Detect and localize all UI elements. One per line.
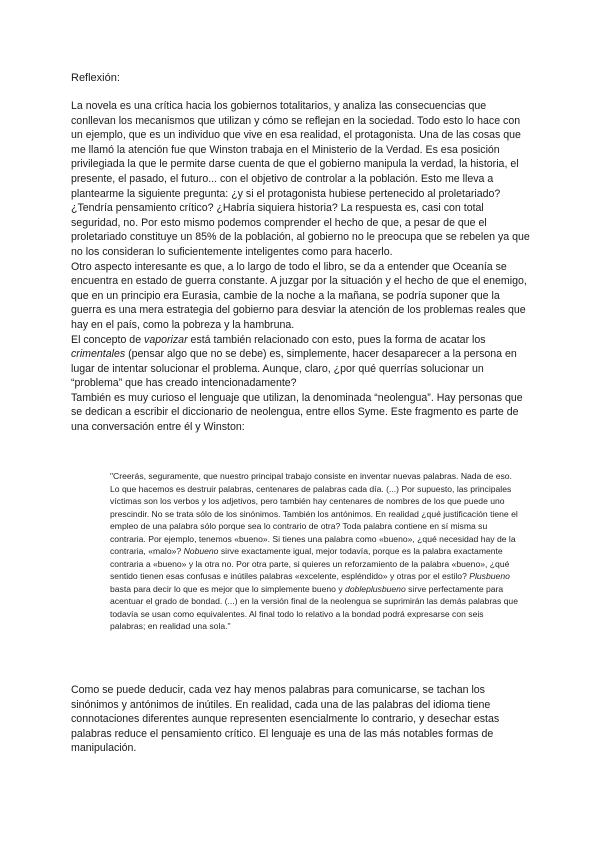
paragraph-vaporize-text-3: (pensar algo que no se debe) es, simplemente, hacer desaparecer a la persona en lugar de intentar solucionar el problema. Aunque, claro, ¿por qué querrías solucionar un “problema” que has creado intencionadamente? [71,348,517,390]
document-body [71,99,533,435]
paragraph-conclusion: Como se puede deducir, cada vez hay menos palabras para comunicarse, se tachan los sinónimos y antónimos de inútiles. En realidad, cada una de las palabras del idioma tiene connotaciones diferentes aunque representen esencialmente lo contrario, y desechar estas palabras reduce el pensamiento crítico. El lenguaje es una de las más notables formas de manipulación. [71,684,500,755]
term-vaporizar: vaporizar [144,333,188,346]
paragraph-newspeak: También es muy curioso el lenguaje que utilizan, la denominada “neolengua”. Hay personas que se dedican a escribir el diccionario de neolengua, entre ellos Syme. Este fragmento es parte de una conversación entre él y Winston: [71,391,523,434]
document-title: Reflexión: [71,72,120,84]
quote-text-3: basta para decir lo que es mejor que lo simplemente bueno y [110,583,346,594]
term-dobleplusbueno: dobleplusbueno [345,583,406,594]
paragraph-vaporize [71,333,533,391]
paragraph-vaporize-text-1: El concepto de [71,333,145,346]
term-nobueno: Nobueno [183,546,219,556]
quote-text-4: sirve perfectamente para acentuar el grado de bondad. (...) en la versión final de la neolengua se suprimirán las demás palabras que todavía se usan como equivalentes. Al final todo lo relativo a la bondad podrá expresarse con seis palabras; en realidad una sola." [110,583,518,631]
term-crimentales: crimentales [71,348,126,361]
paragraph-war: Otro aspecto interesante es que, a lo largo de todo el libro, se da a entender que Oceanía se encuentra en estado de guerra constante. A juzgar por la situación y el hecho de que el enemigo, que en un principio era Eurasia, cambie de la noche a la mañana, se podría suponer que la guerra es una mera estrategia del gobierno para desviar la atención de los problemas reales que hay en el país, como la pobreza y la hambruna. [71,260,527,331]
paragraph-totalitarian: La novela es una crítica hacia los gobiernos totalitarios, y analiza las consecuencias que conllevan los mecanismos que utilizan y cómo se reflejan en la sociedad. Todo esto lo hace con un ejemplo, que es un individuo que vive en esa realidad, el protagonista. Una de las cosas que me llamó la atención fue que Winston trabaja en el Ministerio de la Verdad. Es esa posición privilegiada la que le permite darse cuenta de que el gobierno manipula la verdad, la historia, el presente, el pasado, el futuro... con el objetivo de controlar a la población. Esto me lleva a plantearme la siguiente pregunta: ¿y si el protagonista hubiese pertenecido al proletariado? ¿Tendría pensamiento crítico? ¿Habría siquiera historia? La respuesta es, casi con total seguridad, no. Por esto mismo podemos comprender el hecho de que, a pesar de que el proletariado constituye un 85% de la población, al gobierno no le preocupa que se rebelen ya que no los consideran lo suficientemente inteligentes como para hacerlo. [71,100,530,258]
block-quote [110,470,520,633]
quote-text-1: "Creerás, seguramente, que nuestro principal trabajo consiste en inventar nuevas palabras. Nada de eso. Lo que hacemos es destruir palabras, centenares de palabras cada día. (...) Por supuesto, las principales víctimas son los verbos y los adjetivos, pero también hay centenares de nombres de los que puede uno prescindir. No se trata sólo de los sinónimos. También los antónimos. En realidad ¿qué justificación tiene el empleo de una palabra sólo porque sea lo contrario de otra? Toda palabra contiene en sí misma su contraria. Por ejemplo, tenemos «bueno». Si tienes una palabra como «bueno», ¿qué necesidad hay de la contraria, «malo»? [110,471,518,556]
term-plusbueno: Plusbueno [469,571,510,581]
paragraph-vaporize-text-2: está también relacionado con esto, pues la forma de acatar los [187,333,486,346]
quote-text-2: sirve exactamente igual, mejor todavía, porque es la palabra exactamente contraria a «bueno» y la otra no. Por otra parte, si quieres un reforzamiento de la palabra «bueno», ¿qué sentido tienen esas confusas e inútiles palabras «excelente, espléndido» y otras por el estilo? [110,546,510,581]
